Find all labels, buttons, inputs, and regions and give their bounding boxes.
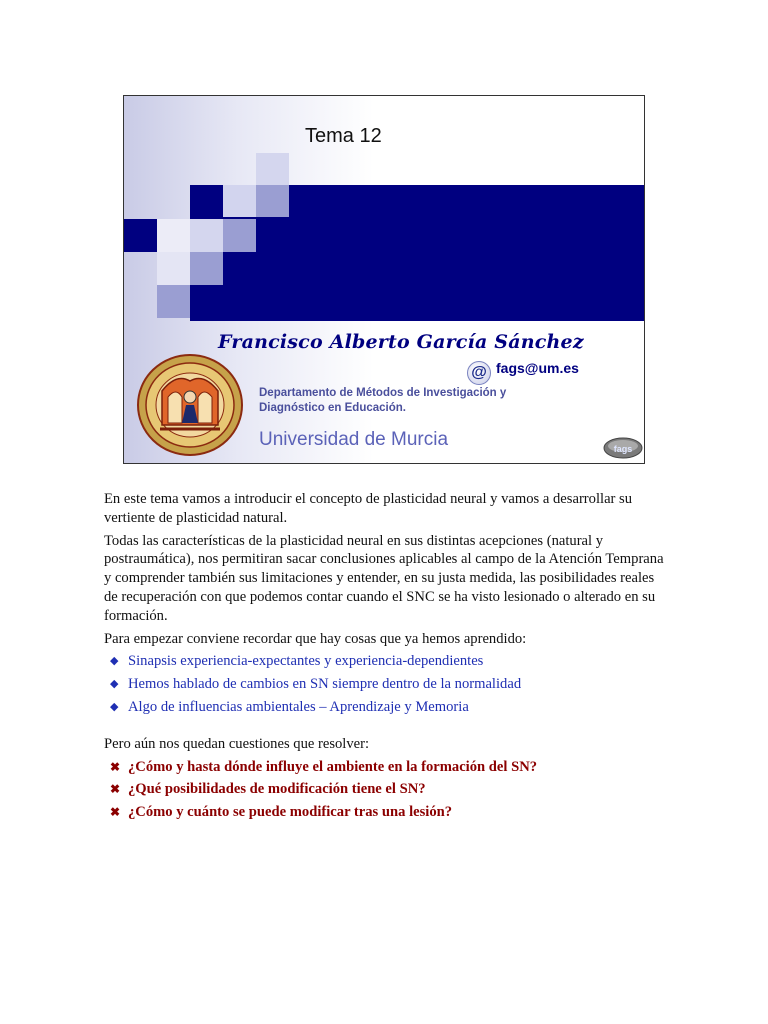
decor-square <box>157 252 190 285</box>
list-item: ✖ ¿Cómo y cuánto se puede modificar tras una lesión? <box>110 804 453 821</box>
flower-bullet-icon: ✖ <box>110 759 121 774</box>
flower-bullet-icon: ✖ <box>110 782 121 797</box>
questions-paragraph: Pero aún nos quedan cuestiones que resolver: <box>104 735 370 752</box>
document-body <box>104 490 664 826</box>
characteristics-paragraph: Todas las características de la plasticidad neural en sus distintas acepciones (natural y postraumática), nos permitiran sacar conclusiones aplicables al campo de la Atención Temprana y comprender también sus limitaciones y entender, en su justa medida, las posibilidades reales de recuperación con que podemos contar cuando el SNC se ha visto lesionado o alterado en su formación. <box>104 532 664 624</box>
decor-square <box>190 219 223 252</box>
department-name <box>259 386 599 416</box>
intro-paragraph: En este tema vamos a introducir el concepto de plasticidad neural y vamos a desarrollar su vertiente de plasticidad natural. <box>104 491 633 526</box>
list-item: ◆ Sinapsis experiencia-expectantes y experiencia-dependientes <box>110 653 484 670</box>
diamond-bullet-icon: ◆ <box>110 655 119 668</box>
list-item: ◆ Hemos hablado de cambios en SN siempre dentro de la normalidad <box>110 676 522 693</box>
flower-bullet-icon: ✖ <box>110 805 121 820</box>
fags-logo-text: fags <box>613 444 633 454</box>
university-name: Universidad de Murcia <box>259 429 449 450</box>
decor-square <box>157 219 190 252</box>
learned-list <box>104 652 664 716</box>
list-item: ◆ Algo de influencias ambientales – Aprendizaje y Memoria <box>110 698 469 715</box>
email-address: fags@um.es <box>496 360 579 376</box>
questions-list <box>104 758 664 822</box>
author-name: Francisco Alberto García Sánchez <box>218 331 584 353</box>
recall-paragraph: Para empezar conviene recordar que hay cosas que ya hemos aprendido: <box>104 630 527 647</box>
decor-square <box>223 185 256 217</box>
department-line-1: Departamento de Métodos de Investigación y <box>259 387 507 399</box>
university-seal-icon <box>136 353 244 457</box>
decor-square <box>256 185 289 217</box>
list-item: ✖ ¿Cómo y hasta dónde influye el ambiente en la formación del SN? <box>110 758 538 775</box>
email-icon: @ <box>467 361 491 385</box>
diamond-bullet-icon: ◆ <box>110 678 119 691</box>
decor-square <box>157 285 190 318</box>
department-line-2: Diagnóstico en Educación. <box>259 402 406 414</box>
list-item: ✖ ¿Qué posibilidades de modificación tiene el SN? <box>110 781 426 798</box>
slide-title: Tema 12 <box>305 125 382 147</box>
diamond-bullet-icon: ◆ <box>110 700 119 713</box>
decor-square <box>256 153 289 185</box>
fags-logo-icon <box>603 437 643 459</box>
decor-square <box>190 252 223 285</box>
decor-square <box>124 219 157 252</box>
title-slide <box>123 95 645 464</box>
decor-square <box>223 219 256 252</box>
